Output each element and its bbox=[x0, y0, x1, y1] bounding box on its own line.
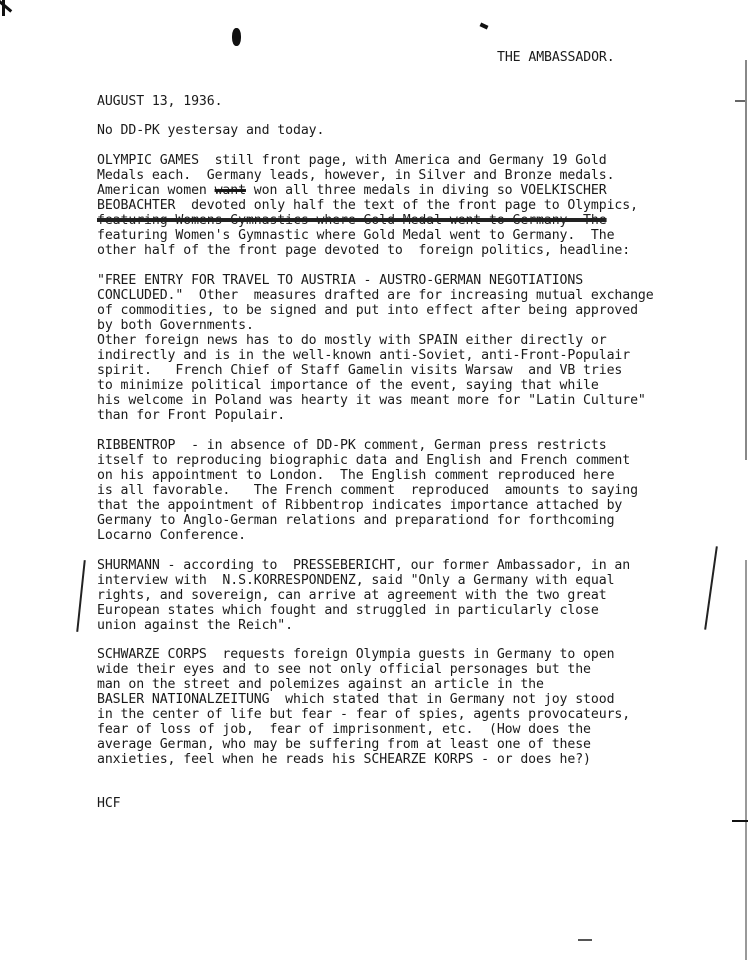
olympics-line-6: other half of the front page devoted to foreign politics, headline: bbox=[97, 243, 631, 258]
header-title: THE AMBASSADOR. bbox=[497, 50, 615, 65]
ribbentrop-line-7: Locarno Conference. bbox=[97, 528, 246, 543]
ribbentrop-line-6: Germany to Anglo-German relations and preparationd for forthcoming bbox=[97, 513, 615, 528]
austria-line-4: by both Governments. bbox=[97, 318, 254, 333]
shurmann-line-4: European states which fought and struggled in particularly close bbox=[97, 603, 599, 618]
memo-date: AUGUST 13, 1936. bbox=[97, 94, 223, 109]
austria-line-9: his welcome in Poland was hearty it was meant more for "Latin Culture" bbox=[97, 393, 646, 408]
schwarze-line-5: in the center of life but fear - fear of spies, agents provocateurs, bbox=[97, 707, 631, 722]
schwarze-line-8: anxieties, feel when he reads his SCHEARZE KORPS - or does he?) bbox=[97, 752, 591, 767]
schwarze-line-1: SCHWARZE CORPS requests foreign Olympia guests in Germany to open bbox=[97, 647, 615, 662]
olympics-line-2: Medals each. Germany leads, however, in Silver and Bronze medals. bbox=[97, 168, 615, 183]
shurmann-line-5: union against the Reich". bbox=[97, 618, 293, 633]
memo-intro: No DD-PK yestersay and today. bbox=[97, 123, 325, 138]
ink-dash bbox=[480, 22, 489, 29]
olympics-line-5: featuring Women's Gymnastic where Gold Medal went to Germany. The bbox=[97, 228, 615, 243]
austria-line-2: CONCLUDED." Other measures drafted are for increasing mutual exchange bbox=[97, 288, 654, 303]
schwarze-line-6: fear of loss of job, fear of imprisonment, etc. (How does the bbox=[97, 722, 591, 737]
right-edge-line bbox=[745, 560, 747, 960]
schwarze-line-7: average German, who may be suffering from at least one of these bbox=[97, 737, 591, 752]
ribbentrop-line-4: is all favorable. The French comment reproduced amounts to saying bbox=[97, 483, 638, 498]
austria-line-5: Other foreign news has to do mostly with SPAIN either directly or bbox=[97, 333, 607, 348]
austria-line-6: indirectly and is in the well-known anti-Soviet, anti-Front-Populair bbox=[97, 348, 631, 363]
olympics-line-3-end: won all three medals in diving so VOELKISCHER bbox=[245, 183, 607, 198]
ink-blot bbox=[232, 28, 241, 46]
shurmann-line-2: interview with N.S.KORRESPONDENZ, said "Only a Germany with equal bbox=[97, 573, 615, 588]
austria-line-1: "FREE ENTRY FOR TRAVEL TO AUSTRIA - AUSTRO-GERMAN NEGOTIATIONS bbox=[97, 273, 584, 288]
footer-scratch bbox=[578, 939, 592, 941]
corner-fold-mark bbox=[2, 0, 5, 16]
struck-word: want bbox=[214, 183, 246, 198]
ribbentrop-line-1: RIBBENTROP - in absence of DD-PK comment, German press restricts bbox=[97, 438, 607, 453]
austria-line-10: than for Front Populair. bbox=[97, 408, 286, 423]
olympics-line-4: BEOBACHTER devoted only half the text of the front page to Olympics, bbox=[97, 198, 638, 213]
margin-bracket-right bbox=[704, 546, 718, 629]
schwarze-line-2: wide their eyes and to see not only official personages but the bbox=[97, 662, 591, 677]
austria-line-8: to minimize political importance of the event, saying that while bbox=[97, 378, 599, 393]
olympics-line-3 bbox=[97, 183, 607, 198]
olympics-line-3-start: American women bbox=[97, 183, 215, 198]
author-initials: HCF bbox=[97, 796, 121, 811]
ribbentrop-line-5: that the appointment of Ribbentrop indicates importance attached by bbox=[97, 498, 623, 513]
schwarze-line-3: man on the street and polemizes against an article in the bbox=[97, 677, 544, 692]
ribbentrop-line-2: itself to reproducing biographic data and English and French comment bbox=[97, 453, 631, 468]
schwarze-line-4: BASLER NATIONALZEITUNG which stated that in Germany not joy stood bbox=[97, 692, 615, 707]
margin-tick bbox=[732, 820, 748, 822]
austria-line-7: spirit. French Chief of Staff Gamelin visits Warsaw and VB tries bbox=[97, 363, 623, 378]
shurmann-line-3: rights, and sovereign, can arrive at agreement with the two great bbox=[97, 588, 607, 603]
margin-tick bbox=[735, 100, 745, 102]
olympics-line-1: OLYMPIC GAMES still front page, with America and Germany 19 Gold bbox=[97, 153, 607, 168]
austria-line-3: of commodities, to be signed and put into effect after being approved bbox=[97, 303, 638, 318]
shurmann-line-1: SHURMANN - according to PRESSEBERICHT, our former Ambassador, in an bbox=[97, 558, 631, 573]
ribbentrop-line-3: on his appointment to London. The English comment reproduced here bbox=[97, 468, 615, 483]
margin-bracket-left bbox=[76, 560, 86, 632]
right-edge-line bbox=[745, 60, 747, 460]
struck-out-line: featuring Womens Gymnastics where Gold Medal went to Germany The bbox=[97, 213, 607, 228]
